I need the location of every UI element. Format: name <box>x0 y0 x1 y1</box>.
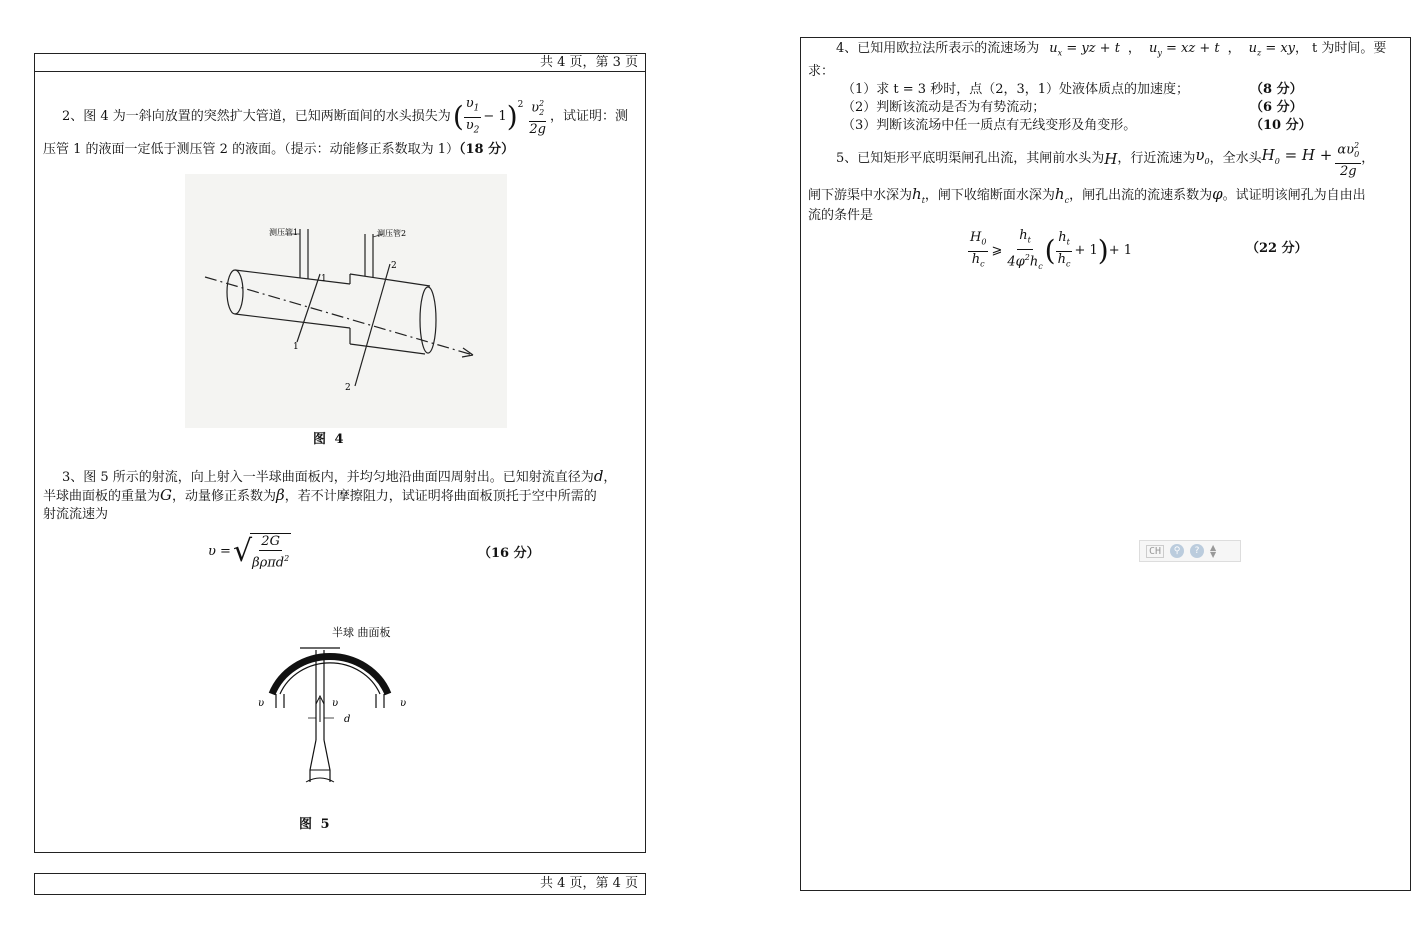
q4-item-3-score: （10 分） <box>1250 118 1312 133</box>
language-toggle-button[interactable]: CH <box>1146 545 1164 558</box>
q3-line1: 3、图 5 所示的射流，向上射入一半球曲面板内，并均匀地沿曲面四周射出。已知射流直径为d， <box>62 467 617 485</box>
expand-arrows-icon[interactable]: ▲ ▼ <box>1210 543 1217 559</box>
help-icon[interactable]: ? <box>1190 544 1204 558</box>
q5-line1: 5、已知矩形平底明渠闸孔出流，其闸前水头为 H ，行近流速为 $\upsilon_0$ ，全水头 $H_0 = H$ + $\frac{\alpha\upsilon^2_0}{2g}$ ， <box>836 138 1374 180</box>
fig5-label-plate: 半球 曲面板 <box>332 626 391 639</box>
q4-item-1: （1）求 t = 3 秒时，点（2，3，1）处液体质点的加速度； <box>842 82 1190 97</box>
fig5-label-d: d <box>344 714 351 725</box>
search-icon[interactable]: ⚲ <box>1170 544 1184 558</box>
q3-formula: υ = √ $\frac{2G}{\beta\rho\pi d^2}$ <box>208 534 290 571</box>
q5-line3: 流的条件是 <box>808 208 874 223</box>
header-rule <box>34 71 646 72</box>
page-footer: 共 4 页，第 4 页 <box>540 876 639 891</box>
page-header: 共 4 页，第 3 页 <box>540 55 639 70</box>
q3-score: （16 分） <box>478 546 540 561</box>
fig5-caption: 图 5 <box>299 817 332 832</box>
fig4-label-1a: 1 <box>321 274 327 284</box>
fig4-label-1b: 1 <box>293 342 299 352</box>
figure-5 <box>250 622 420 792</box>
q3-line3: 射流流速为 <box>43 507 109 522</box>
q2-formula: ( $\frac{\upsilon_1}{\upsilon_2}$ − 1 ) $^2$ $\frac{\upsilon^2_2}{2g}$ <box>452 96 546 138</box>
q4-line1: 4、已知用欧拉法所表示的流速场为 $u_x$ = yz + t ， $u_y$ = xz + t ， $u_z$ = xy ， t 为时间。要 <box>836 41 1387 58</box>
fig5-label-v-left: υ <box>258 698 265 709</box>
figure-4 <box>185 174 507 428</box>
q4-item-2: （2）判断该流动是否为有势流动； <box>842 100 1046 115</box>
q4-item-3: （3）判断该流场中任一质点有无线变形及角变形。 <box>842 118 1137 133</box>
q3-line2: 半球曲面板的重量为G，动量修正系数为β，若不计摩擦阻力，试证明将曲面板顶托于空中所需的 <box>43 486 597 504</box>
q2-line1: 2、图 4 为一斜向放置的突然扩大管道，已知两断面间的水头损失为 ( $\frac{\upsilon_1}{\upsilon_2}$ − 1 ) $^2$ $\frac{\upsilon^2_2}{2g}$ ，试证明：测 <box>62 96 628 138</box>
fig4-caption: 图 4 <box>313 432 346 447</box>
fig5-label-v-right: υ <box>400 698 407 709</box>
fig4-label-2a: 2 <box>391 261 397 271</box>
fig4-label-2b: 2 <box>345 383 351 393</box>
fig5-label-v-center: υ <box>332 698 339 709</box>
floating-toolbar[interactable] <box>1139 540 1241 562</box>
q5-condition-formula: $\frac{H_0}{h_c}$ ⩾ $\frac{h_t}{4\varphi^2h_c}$ ( $\frac{h_t}{h_c}$ + 1 ) + 1 <box>970 228 1132 271</box>
q4-item-1-score: （8 分） <box>1250 82 1303 97</box>
q4-line2: 求： <box>808 64 835 79</box>
q5-line2: 闸下游渠中水深为$h_t$，闸下收缩断面水深为$h_c$，闸孔出流的流速系数为φ。试证明该闸孔为自由出 <box>808 185 1366 205</box>
fig4-label-tube1: 测压管1 <box>269 228 299 237</box>
fig4-label-tube2: 测压管2 <box>377 229 407 238</box>
q4-item-2-score: （6 分） <box>1250 100 1303 115</box>
q2-line2: 压管 1 的液面一定低于测压管 2 的液面。（提示：动能修正系数取为 1）（18 分） <box>43 142 515 157</box>
q5-score: （22 分） <box>1246 241 1308 256</box>
